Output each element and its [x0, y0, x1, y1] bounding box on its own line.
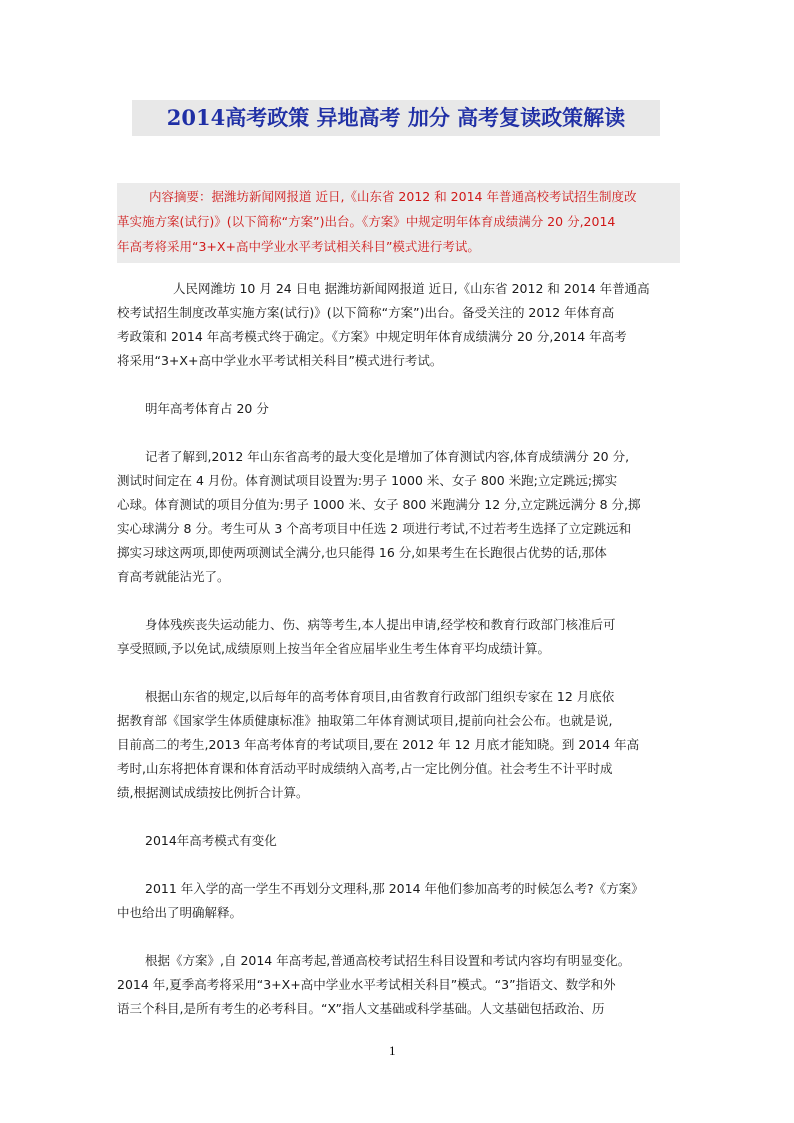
paragraph-line: 根据山东省的规定,以后每年的高考体育项目,由省教育行政部门组织专家在 12 月底依	[145, 689, 615, 704]
summary-line: 内容摘要：据潍坊新闻网报道 近日,《山东省 2012 和 2014 年普通高校考试招生制度改	[149, 189, 637, 204]
paragraph-line: 人民网潍坊 10 月 24 日电 据潍坊新闻网报道 近日,《山东省 2012 和 2014 年普通高	[173, 281, 650, 296]
paragraph-line: 记者了解到,2012 年山东省高考的最大变化是增加了体育测试内容,体育成绩满分 20 分,	[145, 449, 630, 464]
paragraph-line: 语三个科目,是所有考生的必考科目。“X”指人文基础或科学基础。人文基础包括政治、历	[117, 1001, 605, 1016]
paragraph-line: 测试时间定在 4 月份。体育测试项目设置为:男子 1000 米、女子 800 米跑;立定跳远;掷实	[117, 473, 618, 488]
summary-box	[117, 183, 680, 263]
paragraph-line: 实心球满分 8 分。考生可从 3 个高考项目中任选 2 项进行考试,不过若考生选择了立定跳远和	[117, 521, 632, 536]
paragraph-line: 身体残疾丧失运动能力、伤、病等考生,本人提出申请,经学校和教育行政部门核准后可	[145, 617, 616, 632]
section-heading: 2014年高考模式有变化	[145, 833, 277, 848]
paragraph-line: 考时,山东将把体育课和体育活动平时成绩纳入高考,占一定比例分值。社会考生不计平时成	[117, 761, 613, 776]
paragraph-line: 心球。体育测试的项目分值为:男子 1000 米、女子 800 米跑满分 12 分,立定跳远满分 8 分,掷	[117, 497, 641, 512]
paragraph-line: 将采用“3+X+高中学业水平考试相关科目”模式进行考试。	[117, 353, 443, 368]
paragraph-line: 绩,根据测试成绩按比例折合计算。	[117, 785, 309, 800]
paragraph-line: 2014 年,夏季高考将采用“3+X+高中学业水平考试相关科目”模式。“3”指语文、数学和外	[117, 977, 616, 992]
summary-line: 革实施方案(试行)》(以下简称“方案”)出台。《方案》中规定明年体育成绩满分 20 分,2014	[117, 214, 616, 229]
paragraph-line: 2011 年入学的高一学生不再划分文理科,那 2014 年他们参加高考的时候怎么考?《方案》	[145, 881, 644, 896]
summary-line: 年高考将采用“3+X+高中学业水平考试相关科目”模式进行考试。	[117, 239, 480, 254]
paragraph-line: 育高考就能沾光了。	[117, 569, 230, 584]
section-heading: 明年高考体育占 20 分	[145, 401, 269, 416]
document-title: 2014高考政策 异地高考 加分 高考复读政策解读	[132, 100, 660, 136]
paragraph-line: 据教育部《国家学生体质健康标准》抽取第二年体育测试项目,提前向社会公布。也就是说,	[117, 713, 613, 728]
paragraph-line: 考政策和 2014 年高考模式终于确定。《方案》中规定明年体育成绩满分 20 分,2014 年高考	[117, 329, 627, 344]
paragraph-line: 校考试招生制度改革实施方案(试行)》(以下简称“方案”)出台。备受关注的 2012 年体育高	[117, 305, 615, 320]
paragraph-line: 根据《方案》,自 2014 年高考起,普通高校考试招生科目设置和考试内容均有明显变化。	[145, 953, 631, 968]
paragraph-line: 中也给出了明确解释。	[117, 905, 243, 920]
paragraph-line: 目前高二的考生,2013 年高考体育的考试项目,要在 2012 年 12 月底才能知晓。到 2014 年高	[117, 737, 640, 752]
page-number: 1	[389, 1043, 396, 1058]
paragraph-line: 掷实习球这两项,即使两项测试全满分,也只能得 16 分,如果考生在长跑很占优势的话,那体	[117, 545, 607, 560]
paragraph-line: 享受照顾,予以免试,成绩原则上按当年全省应届毕业生考生体育平均成绩计算。	[117, 641, 550, 656]
